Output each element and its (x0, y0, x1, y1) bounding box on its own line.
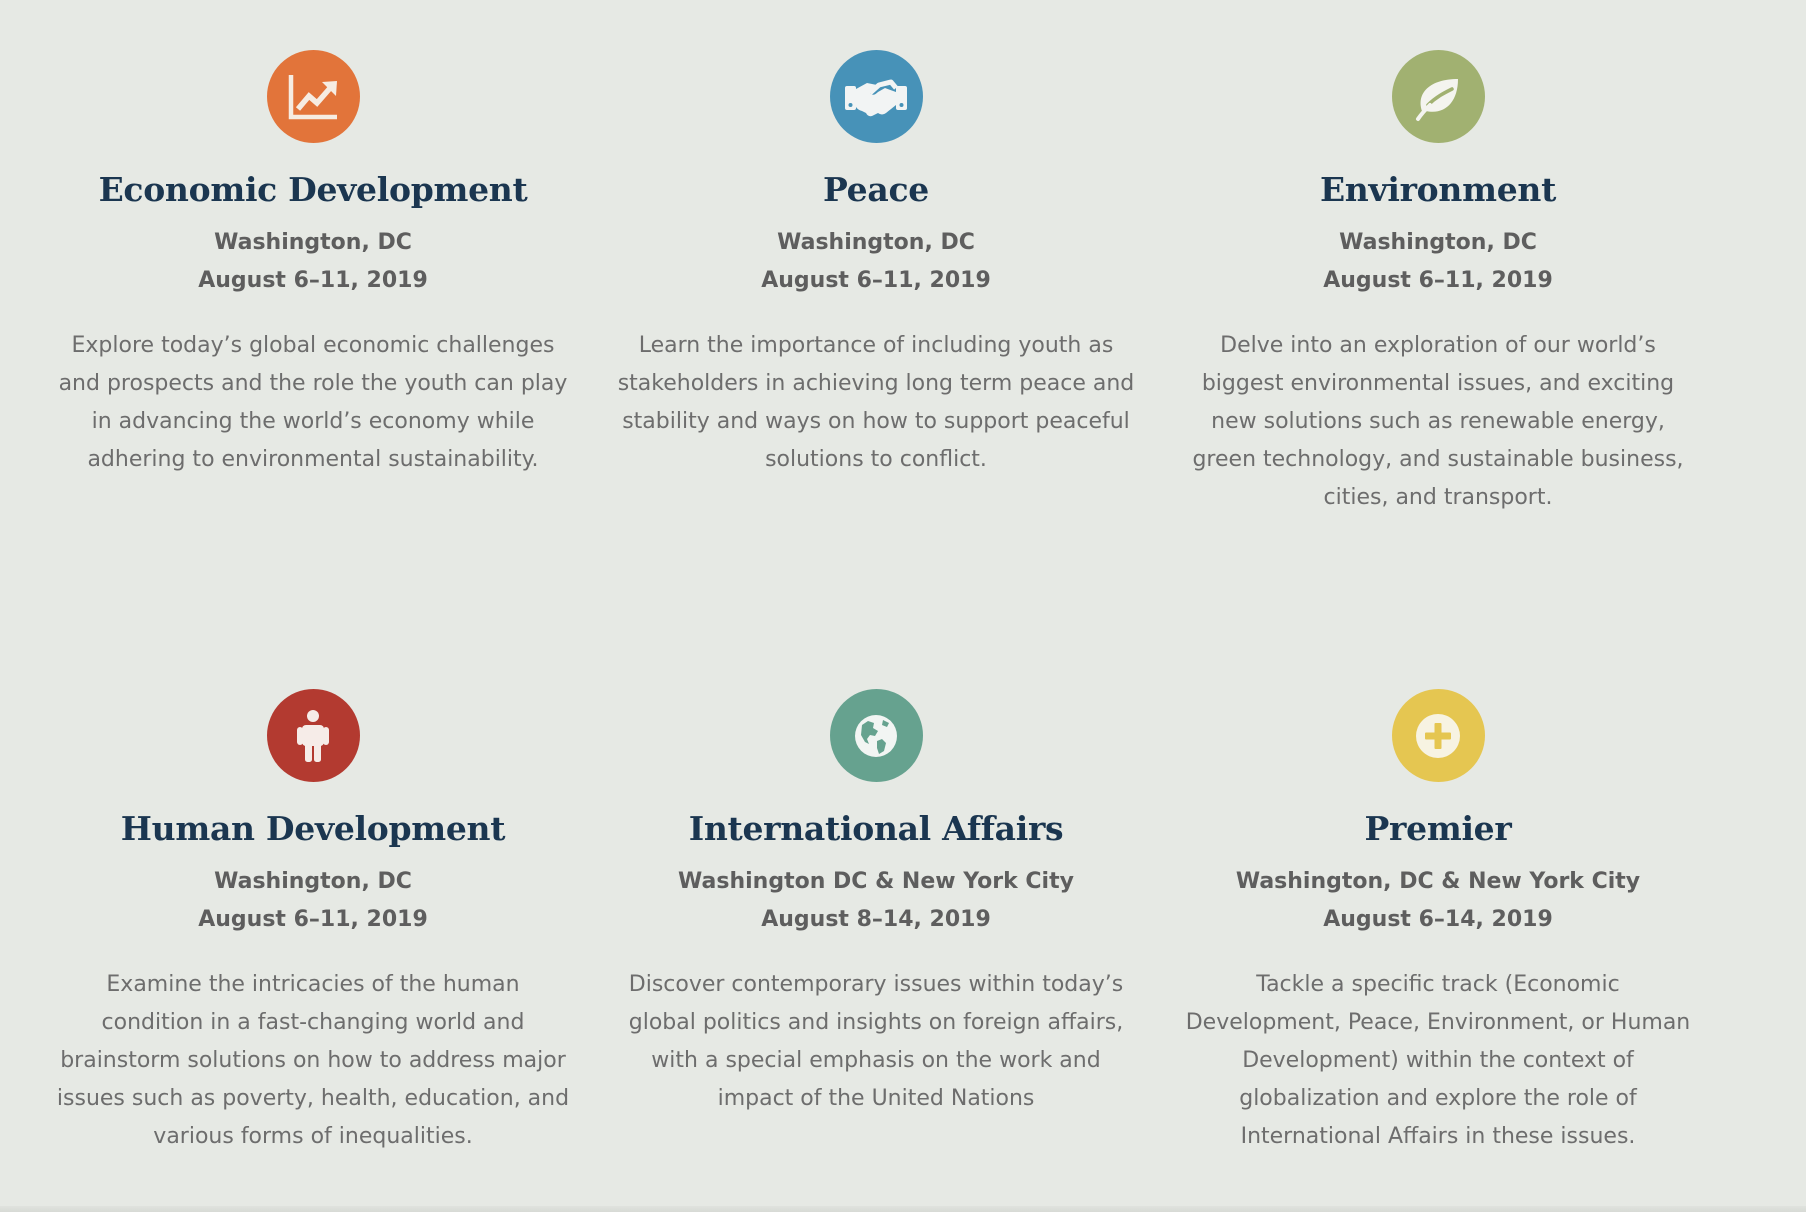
track-dates: August 6–14, 2019 (1323, 907, 1553, 932)
track-card-peace (606, 50, 1146, 479)
track-dates: August 6–11, 2019 (761, 268, 991, 293)
track-card-environment (1168, 50, 1708, 517)
track-location: Washington, DC (777, 230, 975, 255)
track-card-international-affairs (606, 689, 1146, 1118)
track-title: Environment (1319, 170, 1557, 209)
track-dates: August 8–14, 2019 (761, 907, 991, 932)
track-title: International Affairs (688, 809, 1064, 848)
track-location: Washington DC & New York City (678, 869, 1074, 894)
track-description: Discover contemporary issues within today’s global politics and insights on foreign affairs, with a special emphasis on the work and impact of the United Nations (628, 972, 1124, 1111)
leaf-icon (1392, 50, 1485, 143)
track-description: Tackle a specific track (Economic Development, Peace, Environment, or Human Development) within the context of globalization and explore the role of International Affairs in these issues. (1185, 972, 1691, 1149)
track-dates: August 6–11, 2019 (198, 907, 428, 932)
track-dates: August 6–11, 2019 (198, 268, 428, 293)
track-title: Premier (1364, 809, 1512, 848)
section-divider (0, 1206, 1806, 1212)
track-location: Washington, DC (214, 230, 412, 255)
track-title: Peace (823, 170, 929, 209)
handshake-icon (830, 50, 923, 143)
track-location: Washington, DC (214, 869, 412, 894)
person-icon (267, 689, 360, 782)
track-description: Examine the intricacies of the human condition in a fast-changing world and brainstorm solutions on how to address major issues such as poverty, health, education, and various forms of inequalities. (56, 972, 570, 1149)
track-card-premier (1168, 689, 1708, 1156)
track-title: Human Development (120, 809, 506, 848)
track-dates: August 6–11, 2019 (1323, 268, 1553, 293)
track-card-economic-development (43, 50, 583, 479)
track-location: Washington, DC (1339, 230, 1537, 255)
track-description: Learn the importance of including youth as stakeholders in achieving long term peace and stability and ways on how to support peaceful solutions to conflict. (617, 333, 1135, 472)
track-description: Explore today’s global economic challenges and prospects and the role the youth can play in advancing the world’s economy while adhering to environmental sustainability. (58, 333, 568, 472)
track-title: Economic Development (98, 170, 528, 209)
track-description: Delve into an exploration of our world’s biggest environmental issues, and exciting new solutions such as renewable energy, green technology, and sustainable business, cities, and transport. (1192, 333, 1684, 510)
globe-icon (830, 689, 923, 782)
track-card-human-development (43, 689, 583, 1156)
track-location: Washington, DC & New York City (1235, 869, 1641, 894)
chart-line-icon (267, 50, 360, 143)
plus-circle-icon (1392, 689, 1485, 782)
